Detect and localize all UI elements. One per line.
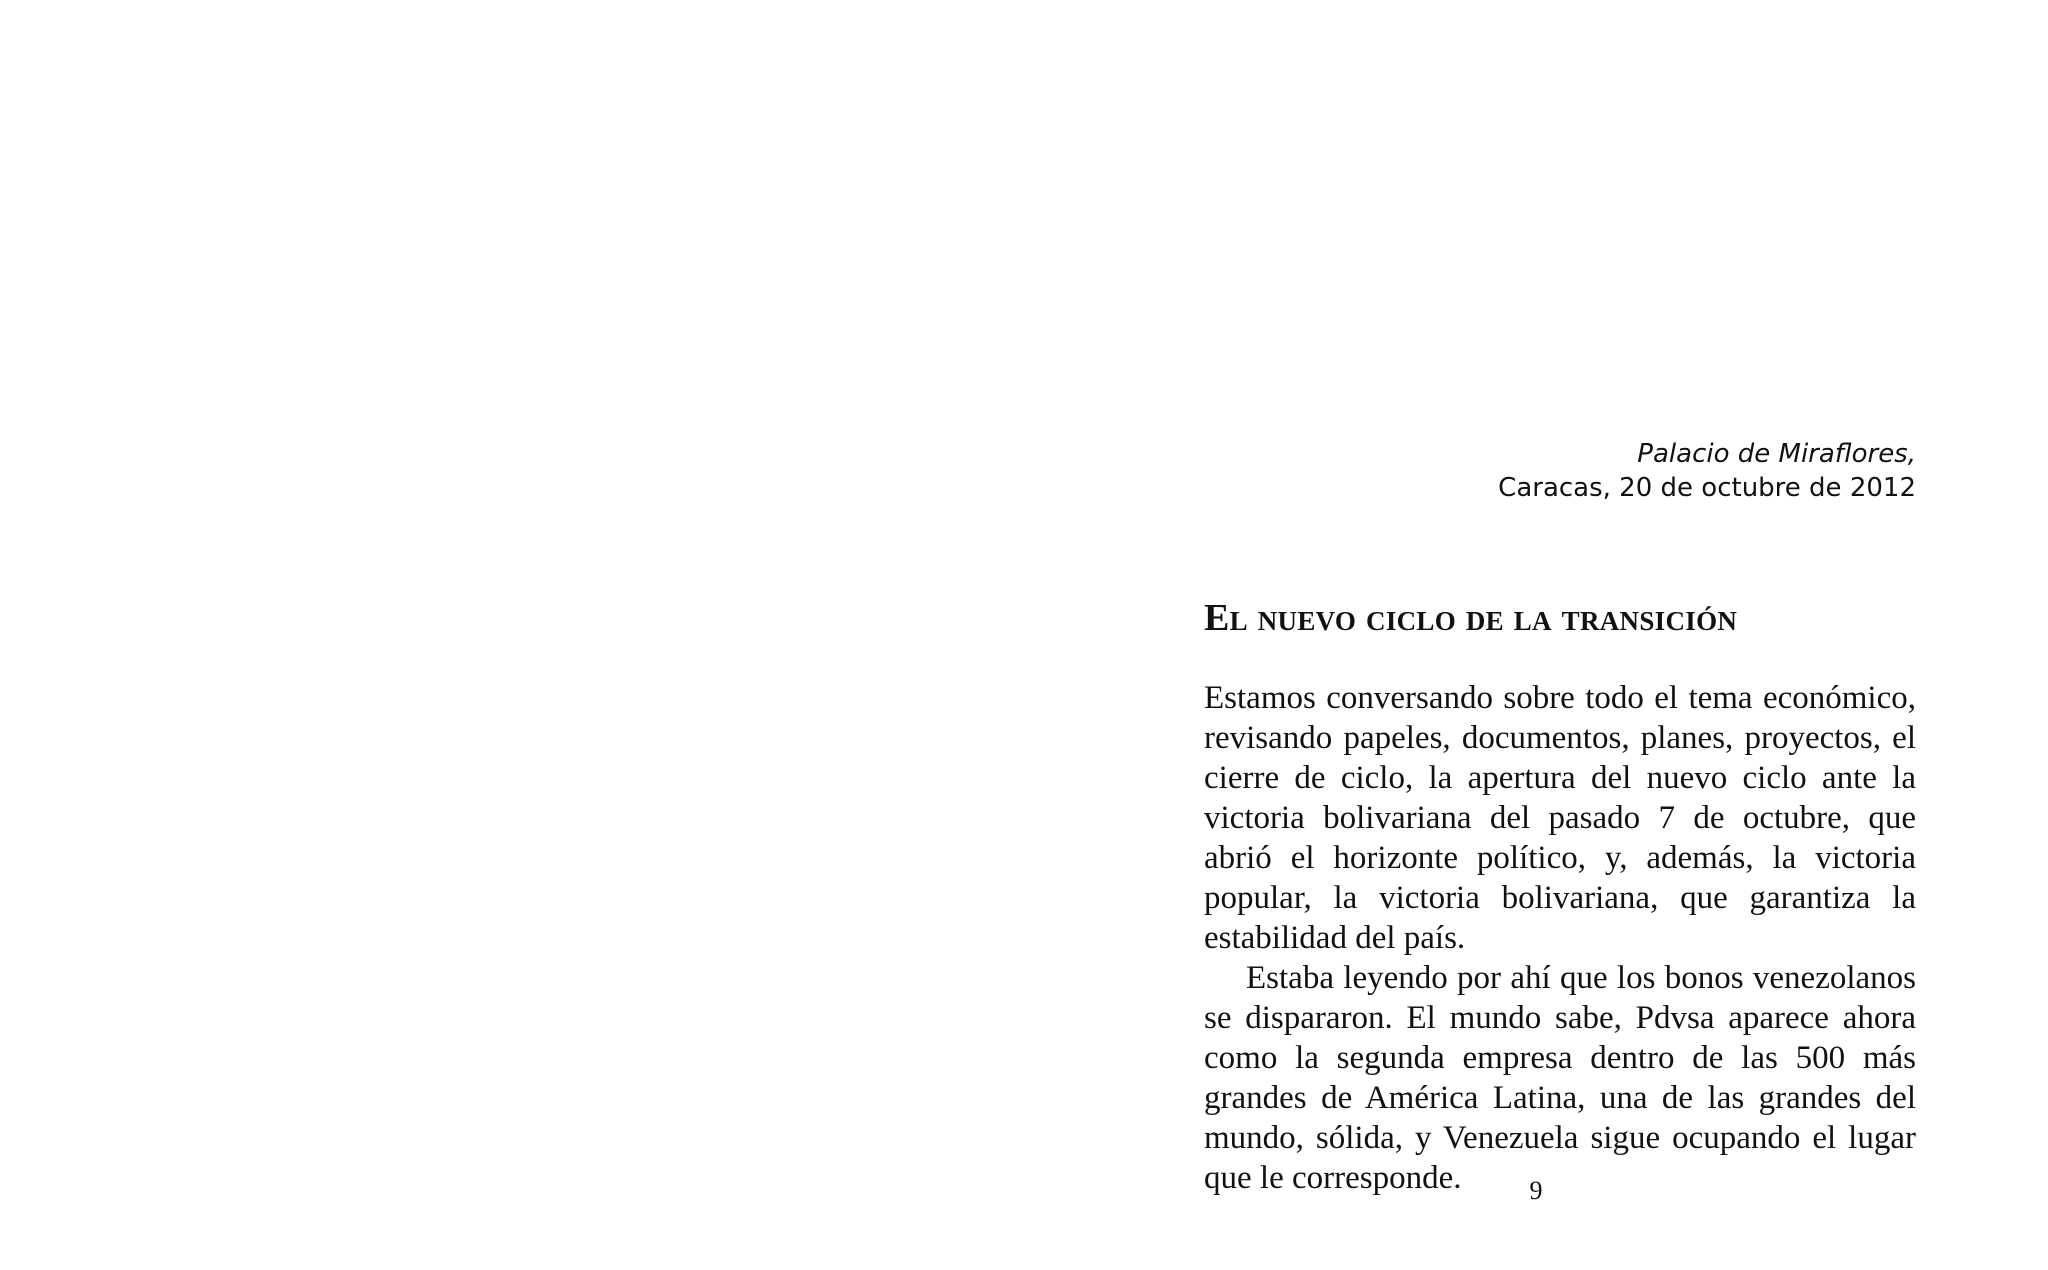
right-page xyxy=(1024,0,2048,1270)
body-text xyxy=(1204,678,1916,1198)
dateline-city-date: Caracas, 20 de octubre de 2012 xyxy=(1498,473,1916,503)
chapter-title: El nuevo ciclo de la transición xyxy=(1204,597,1738,639)
paragraph-2: Estaba leyendo por ahí que los bonos venezolanos se dispararon. El mundo sabe, Pdvsa aparece ahora como la segunda empresa dentro de las 500 más grandes de América Latina, una de las grandes del mundo, sólida, y Venezuela sigue ocupando el lugar que le corresponde. xyxy=(1204,960,1916,1196)
page-number-text: 9 xyxy=(1529,1176,1543,1205)
paragraph-1: Estamos conversando sobre todo el tema económico, revisando papeles, documentos, planes, proyectos, el cierre de ciclo, la apertura del nuevo ciclo ante la victoria bolivariana del pasado 7 de octubre, que abrió el horizonte político, y, además, la victoria popular, la victoria bolivariana, que garantiza la estabilidad del país. xyxy=(1204,680,1916,956)
dateline-place: Palacio de Miraflores, xyxy=(1637,439,1916,469)
dateline xyxy=(1498,437,1916,505)
page-number xyxy=(1024,1176,2048,1206)
